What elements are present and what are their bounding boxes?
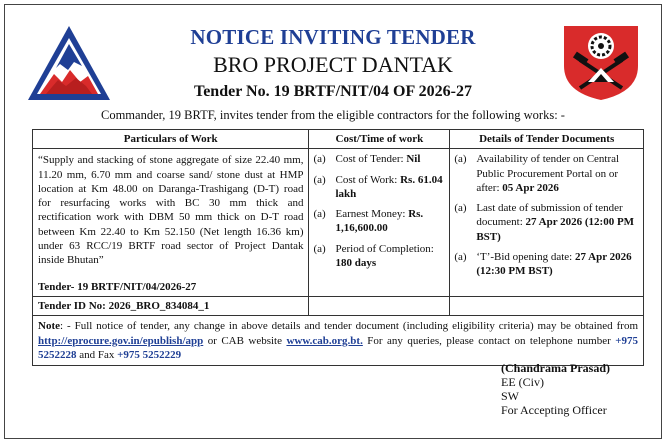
empty-cell	[450, 296, 644, 315]
note-text: and Fax	[76, 348, 118, 361]
note-text: : - Full notice of tender, any change in above details and tender document (including eligibility criteria) may be obtained from	[60, 320, 638, 333]
tender-id: Tender ID No: 2026_BRO_834084_1	[33, 296, 309, 315]
list-item	[454, 250, 639, 279]
signatory-role: For Accepting Officer	[501, 403, 607, 417]
item-value: Rs. 61.04 lakh	[335, 173, 443, 200]
item-marker: (a)	[454, 202, 467, 215]
empty-cell	[309, 296, 450, 315]
work-cell	[33, 149, 309, 297]
item-marker: (a)	[313, 242, 326, 255]
table-header-row	[33, 130, 644, 149]
item-marker: (a)	[313, 173, 326, 186]
item-label: Last date of submission of tender document:	[476, 202, 623, 229]
notice-title: NOTICE INVITING TENDER	[190, 25, 476, 49]
note-row	[33, 316, 644, 366]
signatory-name: (Chandrama Prasad)	[501, 361, 611, 375]
header-cost-time: Cost/Time of work	[309, 130, 450, 149]
note-text: For any queries, please contact on telephone number	[362, 334, 616, 347]
item-label: Cost of Tender:	[335, 153, 407, 166]
item-marker: (a)	[313, 208, 326, 221]
item-label: Availability of tender on Central Public Procurement Portal on or after:	[476, 153, 620, 194]
signatory-designation: EE (Civ)	[501, 375, 544, 389]
item-label: ‘T’-Bid opening date:	[476, 251, 575, 264]
item-value: Rs. 1,16,600.00	[335, 208, 424, 235]
note-text: or CAB website	[203, 334, 287, 347]
item-value: 27 Apr 2026 (12:00 PM BST)	[476, 216, 635, 243]
item-value: 05 Apr 2026	[502, 181, 559, 194]
item-marker: (a)	[454, 251, 467, 264]
work-description: “Supply and stacking of stone aggregate of size 22.40 mm, 11.20 mm, 6.70 mm and coarse sand/ stone dust at HMP location at Km 48.00 on Daranga-Trashigang (D-T) road for resurfacing works with BC 30 mm thick and rectification work with DBM 50 mm thick on D-T road between Km 22.40 to Km 52.150 (Net length 16.36 km) under 63 RCC/19 BRTF road sector of Project Dantak inside Bhutan”	[38, 154, 304, 267]
cab-website-link[interactable]: www.cab.org.bt.	[286, 334, 363, 347]
tender-id-row	[33, 296, 644, 315]
header-tender-documents: Details of Tender Documents	[450, 130, 644, 149]
note-label: Note	[38, 320, 60, 333]
eprocure-link[interactable]: http://eprocure.gov.in/epublish/app	[38, 334, 204, 347]
works-table	[32, 129, 644, 366]
phone-number: +975 5252228	[38, 334, 638, 361]
tender-number: Tender No. 19 BRTF/NIT/04 OF 2026-27	[194, 83, 472, 100]
org-name: BRO PROJECT DANTAK	[213, 52, 453, 77]
header-particulars: Particulars of Work	[33, 130, 309, 149]
item-value: 180 days	[335, 257, 377, 270]
item-value: 27 Apr 2026 (12:30 PM BST)	[476, 251, 632, 278]
note-cell	[33, 316, 644, 366]
list-item	[313, 207, 445, 236]
signature-block	[501, 361, 610, 417]
list-item	[454, 152, 639, 195]
cost-cell	[309, 149, 450, 297]
list-item	[313, 242, 445, 271]
signatory-unit: SW	[501, 389, 519, 403]
item-label: Earnest Money:	[335, 208, 409, 221]
item-label: Cost of Work:	[335, 173, 401, 186]
dantak-emblem-icon	[560, 22, 642, 102]
list-item	[313, 173, 445, 202]
item-label: Period of Completion:	[335, 242, 434, 255]
list-item	[313, 152, 445, 166]
item-value: Nil	[406, 153, 421, 166]
fax-number: +975 5252229	[117, 348, 182, 361]
documents-cell	[450, 149, 644, 297]
item-marker: (a)	[313, 153, 326, 166]
table-row	[33, 149, 644, 297]
item-marker: (a)	[454, 153, 467, 166]
intro-text: Commander, 19 BRTF, invites tender from the eligible contractors for the following works: -	[101, 108, 565, 122]
list-item	[454, 201, 639, 244]
work-tender-ref: Tender- 19 BRTF/NIT/04/2026-27	[38, 280, 197, 293]
